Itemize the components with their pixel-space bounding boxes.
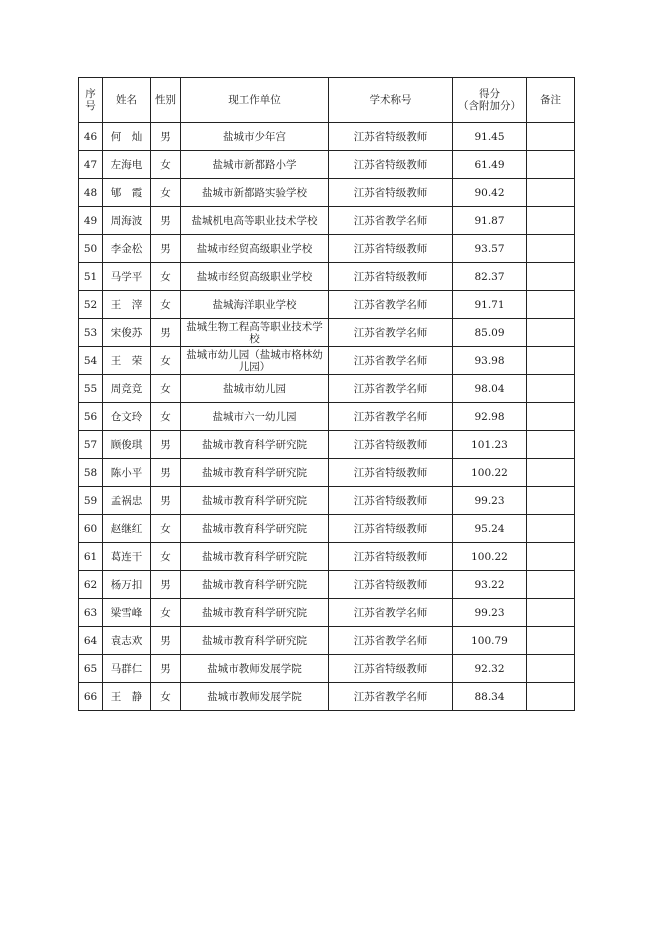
table-row — [79, 543, 575, 571]
cell-note — [527, 151, 575, 179]
cell-score: 91.45 — [453, 123, 527, 151]
cell-gender: 女 — [151, 291, 181, 319]
cell-seq: 51 — [79, 263, 103, 291]
cell-note — [527, 627, 575, 655]
cell-score: 99.23 — [453, 487, 527, 515]
table-row — [79, 347, 575, 375]
cell-title: 江苏省特级教师 — [329, 459, 453, 487]
table-row — [79, 123, 575, 151]
table-row — [79, 459, 575, 487]
cell-note — [527, 403, 575, 431]
table-row — [79, 375, 575, 403]
cell-note — [527, 291, 575, 319]
cell-unit: 盐城市新都路实验学校 — [181, 179, 329, 207]
table-row — [79, 431, 575, 459]
cell-note — [527, 235, 575, 263]
cell-seq: 53 — [79, 319, 103, 347]
cell-note — [527, 515, 575, 543]
cell-unit: 盐城生物工程高等职业技术学校 — [181, 319, 329, 347]
cell-note — [527, 599, 575, 627]
cell-name: 王 荣 — [103, 347, 151, 375]
cell-score: 99.23 — [453, 599, 527, 627]
cell-title: 江苏省教学名师 — [329, 291, 453, 319]
table-row — [79, 207, 575, 235]
cell-score: 91.87 — [453, 207, 527, 235]
cell-unit: 盐城市教育科学研究院 — [181, 459, 329, 487]
cell-unit: 盐城市教师发展学院 — [181, 655, 329, 683]
cell-title: 江苏省教学名师 — [329, 403, 453, 431]
cell-seq: 61 — [79, 543, 103, 571]
cell-note — [527, 123, 575, 151]
cell-title: 江苏省特级教师 — [329, 571, 453, 599]
table-row — [79, 151, 575, 179]
cell-title: 江苏省特级教师 — [329, 235, 453, 263]
cell-unit: 盐城市新都路小学 — [181, 151, 329, 179]
cell-title: 江苏省特级教师 — [329, 431, 453, 459]
cell-name: 左海电 — [103, 151, 151, 179]
table-row — [79, 487, 575, 515]
cell-unit: 盐城市教育科学研究院 — [181, 487, 329, 515]
cell-seq: 62 — [79, 571, 103, 599]
cell-unit: 盐城机电高等职业技术学校 — [181, 207, 329, 235]
table-row — [79, 571, 575, 599]
cell-score: 85.09 — [453, 319, 527, 347]
cell-title: 江苏省教学名师 — [329, 683, 453, 711]
cell-gender: 男 — [151, 487, 181, 515]
header-seq: 序号 — [79, 78, 103, 123]
cell-gender: 男 — [151, 123, 181, 151]
cell-note — [527, 319, 575, 347]
cell-unit: 盐城市教师发展学院 — [181, 683, 329, 711]
cell-name: 马学平 — [103, 263, 151, 291]
cell-gender: 女 — [151, 263, 181, 291]
cell-name: 王 静 — [103, 683, 151, 711]
cell-gender: 男 — [151, 319, 181, 347]
cell-score: 98.04 — [453, 375, 527, 403]
cell-title: 江苏省特级教师 — [329, 487, 453, 515]
cell-name: 周竞竞 — [103, 375, 151, 403]
cell-seq: 46 — [79, 123, 103, 151]
cell-name: 郇 霞 — [103, 179, 151, 207]
cell-title: 江苏省特级教师 — [329, 263, 453, 291]
cell-unit: 盐城市教育科学研究院 — [181, 431, 329, 459]
cell-seq: 50 — [79, 235, 103, 263]
cell-gender: 男 — [151, 207, 181, 235]
table-row — [79, 403, 575, 431]
cell-seq: 65 — [79, 655, 103, 683]
cell-unit: 盐城市教育科学研究院 — [181, 515, 329, 543]
cell-name: 梁雪峰 — [103, 599, 151, 627]
table-row — [79, 515, 575, 543]
cell-gender: 女 — [151, 375, 181, 403]
cell-score: 61.49 — [453, 151, 527, 179]
cell-title: 江苏省特级教师 — [329, 151, 453, 179]
header-score-line2: （含附加分） — [458, 100, 521, 112]
cell-score: 101.23 — [453, 431, 527, 459]
cell-name: 陈小平 — [103, 459, 151, 487]
cell-unit: 盐城市幼儿园（盐城市格林幼儿园） — [181, 347, 329, 375]
cell-seq: 57 — [79, 431, 103, 459]
cell-gender: 女 — [151, 683, 181, 711]
cell-name: 顾俊琪 — [103, 431, 151, 459]
cell-seq: 52 — [79, 291, 103, 319]
table-row — [79, 291, 575, 319]
header-score — [453, 78, 527, 123]
cell-gender: 女 — [151, 515, 181, 543]
cell-name: 葛连干 — [103, 543, 151, 571]
cell-name: 马群仁 — [103, 655, 151, 683]
cell-score: 100.79 — [453, 627, 527, 655]
cell-gender: 男 — [151, 431, 181, 459]
cell-note — [527, 179, 575, 207]
header-title: 学术称号 — [329, 78, 453, 123]
cell-title: 江苏省特级教师 — [329, 179, 453, 207]
cell-seq: 55 — [79, 375, 103, 403]
cell-unit: 盐城市少年宫 — [181, 123, 329, 151]
cell-score: 95.24 — [453, 515, 527, 543]
cell-note — [527, 375, 575, 403]
cell-note — [527, 487, 575, 515]
cell-seq: 59 — [79, 487, 103, 515]
header-unit: 现工作单位 — [181, 78, 329, 123]
cell-unit: 盐城市教育科学研究院 — [181, 571, 329, 599]
table-row — [79, 683, 575, 711]
cell-score: 88.34 — [453, 683, 527, 711]
cell-note — [527, 571, 575, 599]
cell-score: 100.22 — [453, 543, 527, 571]
cell-unit: 盐城市经贸高级职业学校 — [181, 263, 329, 291]
header-gender: 性别 — [151, 78, 181, 123]
cell-unit: 盐城市六一幼儿园 — [181, 403, 329, 431]
cell-score: 93.57 — [453, 235, 527, 263]
cell-title: 江苏省教学名师 — [329, 599, 453, 627]
cell-title: 江苏省教学名师 — [329, 319, 453, 347]
header-name: 姓名 — [103, 78, 151, 123]
cell-unit: 盐城海洋职业学校 — [181, 291, 329, 319]
cell-title: 江苏省特级教师 — [329, 515, 453, 543]
cell-unit: 盐城市经贸高级职业学校 — [181, 235, 329, 263]
cell-title: 江苏省特级教师 — [329, 123, 453, 151]
cell-score: 92.32 — [453, 655, 527, 683]
cell-gender: 男 — [151, 655, 181, 683]
cell-score: 92.98 — [453, 403, 527, 431]
cell-name: 李金松 — [103, 235, 151, 263]
cell-name: 王 滓 — [103, 291, 151, 319]
cell-name: 孟祸忠 — [103, 487, 151, 515]
cell-note — [527, 683, 575, 711]
cell-gender: 男 — [151, 571, 181, 599]
cell-title: 江苏省教学名师 — [329, 375, 453, 403]
cell-note — [527, 207, 575, 235]
cell-unit: 盐城市教育科学研究院 — [181, 599, 329, 627]
cell-note — [527, 431, 575, 459]
cell-note — [527, 263, 575, 291]
cell-note — [527, 543, 575, 571]
cell-seq: 54 — [79, 347, 103, 375]
cell-gender: 女 — [151, 347, 181, 375]
cell-score: 93.22 — [453, 571, 527, 599]
cell-note — [527, 347, 575, 375]
header-row — [79, 78, 575, 123]
cell-gender: 女 — [151, 599, 181, 627]
cell-name: 宋俊苏 — [103, 319, 151, 347]
cell-score: 91.71 — [453, 291, 527, 319]
cell-score: 93.98 — [453, 347, 527, 375]
table-row — [79, 179, 575, 207]
cell-unit: 盐城市幼儿园 — [181, 375, 329, 403]
cell-seq: 66 — [79, 683, 103, 711]
cell-gender: 男 — [151, 627, 181, 655]
cell-gender: 女 — [151, 403, 181, 431]
cell-score: 90.42 — [453, 179, 527, 207]
table-row — [79, 599, 575, 627]
cell-gender: 女 — [151, 179, 181, 207]
cell-note — [527, 459, 575, 487]
cell-score: 82.37 — [453, 263, 527, 291]
cell-seq: 48 — [79, 179, 103, 207]
cell-unit: 盐城市教育科学研究院 — [181, 543, 329, 571]
table-row — [79, 319, 575, 347]
cell-title: 江苏省教学名师 — [329, 347, 453, 375]
cell-gender: 男 — [151, 459, 181, 487]
cell-unit: 盐城市教育科学研究院 — [181, 627, 329, 655]
cell-name: 赵继红 — [103, 515, 151, 543]
cell-name: 杨万扣 — [103, 571, 151, 599]
cell-title: 江苏省特级教师 — [329, 655, 453, 683]
cell-seq: 49 — [79, 207, 103, 235]
roster-body — [79, 123, 575, 711]
table-row — [79, 655, 575, 683]
table-row — [79, 627, 575, 655]
header-score-line1: 得分 — [479, 88, 500, 100]
cell-gender: 男 — [151, 235, 181, 263]
cell-title: 江苏省教学名师 — [329, 207, 453, 235]
cell-seq: 47 — [79, 151, 103, 179]
cell-seq: 58 — [79, 459, 103, 487]
cell-title: 江苏省教学名师 — [329, 627, 453, 655]
cell-seq: 56 — [79, 403, 103, 431]
header-note: 备注 — [527, 78, 575, 123]
cell-gender: 女 — [151, 151, 181, 179]
cell-note — [527, 655, 575, 683]
roster-table — [78, 77, 575, 711]
cell-name: 袁志欢 — [103, 627, 151, 655]
cell-seq: 60 — [79, 515, 103, 543]
cell-seq: 63 — [79, 599, 103, 627]
cell-name: 周海波 — [103, 207, 151, 235]
cell-name: 何 灿 — [103, 123, 151, 151]
cell-name: 仓文玲 — [103, 403, 151, 431]
cell-seq: 64 — [79, 627, 103, 655]
cell-score: 100.22 — [453, 459, 527, 487]
table-row — [79, 263, 575, 291]
cell-title: 江苏省特级教师 — [329, 543, 453, 571]
cell-gender: 女 — [151, 543, 181, 571]
table-row — [79, 235, 575, 263]
